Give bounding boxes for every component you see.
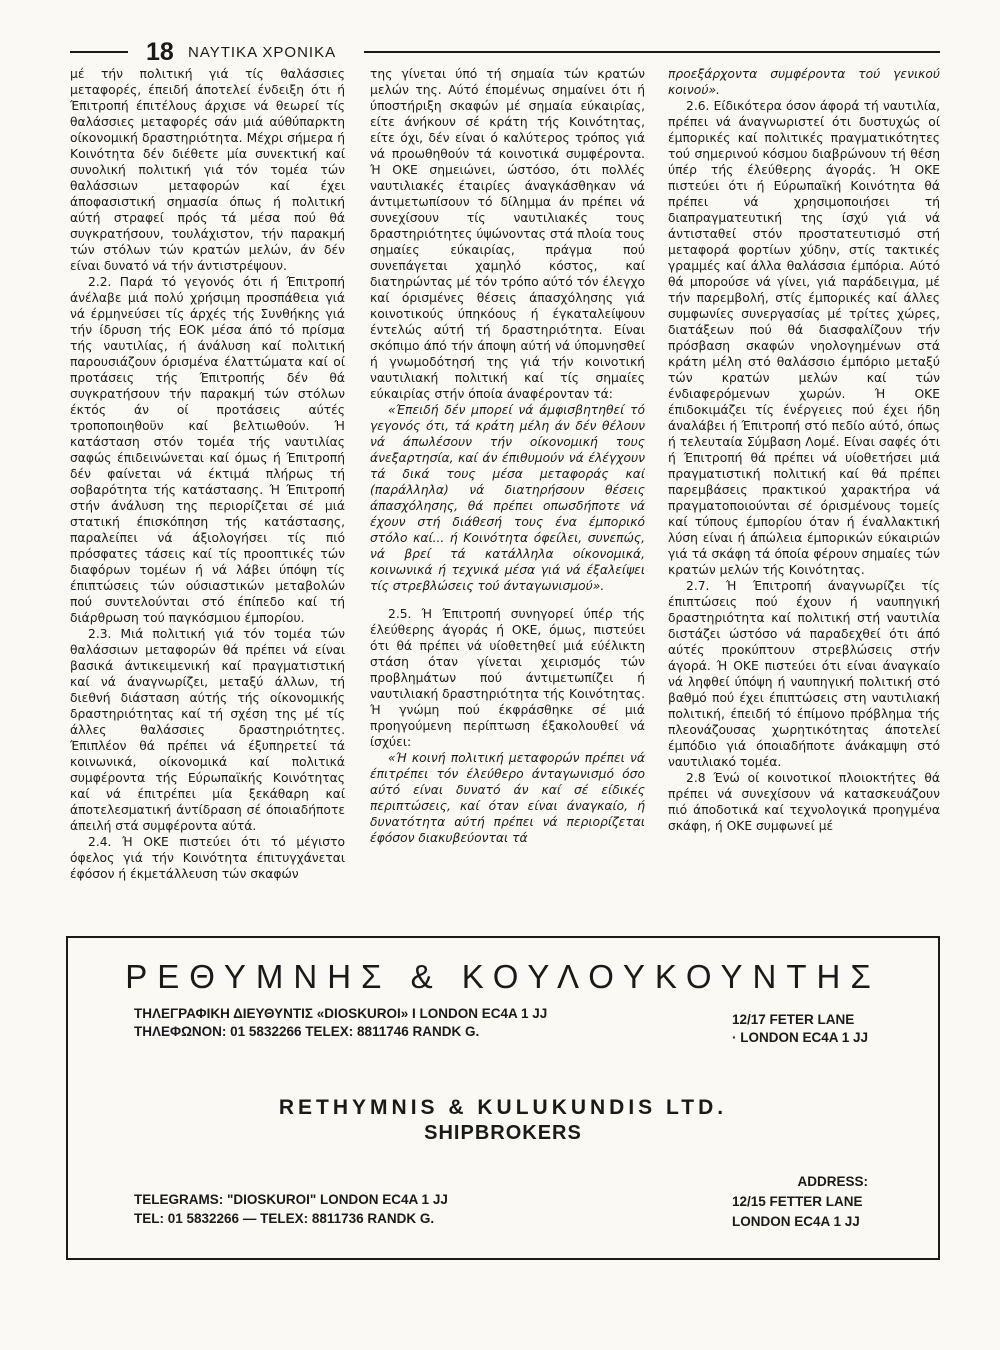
header-rule-left (70, 51, 128, 53)
header-rule-right (364, 51, 940, 53)
paragraph: 2.4. Ή ΟΚΕ πιστεύει ότι τό μέγιστο όφελος γιά τήν Κοινότητα έπιτυγχάνεται έφόσον ή έκμετάλλευση τών σκαφών (70, 835, 345, 881)
page-header (70, 38, 940, 68)
ad-greek-title: ΡΕΘΥΜΝΗΣ & ΚΟΥΛΟΥΚΟΥΝΤΗΣ (125, 958, 881, 995)
paragraph: προεξάρχοντα συμφέροντα τού γενικού κοινού». (668, 67, 940, 97)
ad-telegrams: TELEGRAMS: "DIOSKUROI" LONDON EC4A 1 JJ (134, 1192, 448, 1207)
publication-name: ΝΑΥΤΙΚΑ ΧΡΟΝΙΚΑ (188, 44, 337, 61)
ad-greek-phone: ΤΗΛΕΦΩΝΟΝ: 01 5832266 TELEX: 8811746 RANDK G. (134, 1024, 480, 1039)
paragraph: 2.6. Είδικότερα όσον άφορά τή ναυτιλία, πρέπει νά άναγνωριστεί ότι δυστυχώς οί έμπορικές καί πολιτικές πραγματικότητες τού σημερινού κόσμου διαβρώνουν τή θέση ύπέρ τής έλεύθερης άγοράς. Ή ΟΚΕ πιστεύει ότι ή Εύρωπαϊκή Κοινότητα θά πρέπει νά χρησιμοποιήσει τή διαπραγματευτική της ίσχύ γιά νά άντισταθεί στόν προστατευτισμό στή μεταφορά φορτίων χύδην, στίς τακτικές γραμμές καί άλλα θαλάσσια έμπόρια. Αύτό θά μπορούσε νά γίνει, γιά παράδειγμα, μέ τήν παρεμβολή, στίς έμπορικές καί άλλες συμφωνίες συνεργασίας μέ τρίτες χώρες, διατάξεων πού θά διασφαλίζουν τήν πρόσβαση σκαφών νηολογημένων στά κράτη μέλη στό θαλάσσιο έμπόριο μεταξύ τών κρατών μελών καί τών ένδιαφερόμενων χωρών. Ή ΟΚΕ έπιδοκιμάζει τίς ένέργειες πού έχει ήδη άναλάβει ή Έπιτροπή στό πεδίο αύτό, όπως ή τελευταία Σύμβαση Λομέ. Είναι σαφές ότι ή Έπιτροπή θά πρέπει νά υίοθετήσει μιά πραγματιστική πολιτική καί θά πρέπει παρεμβάσεις πρακτικού χαρακτήρα νά πραγματοποιούνται σέ όρισμένους τομείς καί τύπους έμπορίου όταν ή έναλλακτική λύση είναι ή άπώλεια έμπορικών εύκαιριών γιά τά σκάφη τά όποία φέρουν σημαίες τών κρατών μελών τής Κοινότητας. (668, 99, 940, 577)
ad-greek-address-line1: 12/17 FETER LANE (732, 1012, 855, 1027)
paragraph: «Ή κοινή πολιτική μεταφορών πρέπει νά έπιτρέπει τόν έλεύθερο άνταγωνισμό όσο αύτό είναι δυνατό άν καί σέ είδικές περιπτώσεις, καί όταν είναι άναγκαίο, ή δυνατότητα αύτή πρέπει νά περιορίζεται έφόσον διακυβεύονται τά (370, 751, 645, 845)
paragraph: 2.7. Ή Έπιτροπή άναγνωρίζει τίς έπιπτώσεις πού έχουν ή ναυπηγική δραστηριότητα καί πολιτική στή ναυτιλία διστάζει ώστόσο νά παραδεχθεί ότι άπό αύτές προκύπτουν στρεβλώσεις στήν άγορά. Ή ΟΚΕ πιστεύει ότι είναι άναγκαίο νά ληφθεί ύπόψη ή ναυπηγική πολιτική στό βαθμό πού έχει έπιπτώσεις στη ναυτιλιακή πολιτική, έπειδή τό έπίμονο πρόβλημα τής πλεονάζουσας χωρητικότητας άποτελεί έμπόδιο γιά όποιαδήποτε άνάκαμψη στό ναυτιλιακό τομέα. (668, 579, 940, 769)
text-column-3 (668, 66, 940, 934)
text-column-2 (370, 66, 645, 934)
ad-address-line2: LONDON EC4A 1 JJ (732, 1214, 860, 1229)
ad-address-line1: 12/15 FETTER LANE (732, 1194, 863, 1209)
paragraph: 2.5. Ή Έπιτροπή συνηγορεί ύπέρ τής έλεύθερης άγοράς ή ΟΚΕ, όμως, πιστεύει ότι θά πρέπει νά υίοθετηθεί μιά εύέλικτη στάση όταν γίνεται χειρισμός τών προβλημάτων πού άντιμετωπίζει ή ναυτιλιακή δραστηριότητα τής Κοινότητας. Ή γνώμη πού έκφράσθηκε σέ μιά προηγούμενη περίπτωση έξακολουθεί νά ίσχύει: (370, 607, 645, 749)
paragraph: 2.2. Παρά τό γεγονός ότι ή Έπιτροπή άνέλαβε μιά πολύ χρήσιμη προσπάθεια γιά νά έρμηνεύσει τίς άρχές τής Συνθήκης γιά τήν ίδρυση τής ΕΟΚ μέσα άπό τό πρίσμα τής ναυτιλίας, ή άνάλυση καί πολιτική παρουσιάζουν όρισμένα έλαττώματα καί οί προτάσεις τής Έπιτροπής δέν θά συγκρατήσουν τήν παρακμή τών στόλων έκτός άν οί προτάσεις αύτές τροποποιηθοϋν καί βελτιωθούν. Ή κατάσταση στόν τομέα τής ναυτιλίας σαφώς έπιδεινώνεται καί όμως ή Έπιτροπή δέν φαίνεται νά έκτιμά πλήρως τή σοβαρότητα τής κατάστασης. Ή Έπιτροπή στήν άνάλυση της περιορίζεται σέ μιά στατική έπισκόπηση τής κατάστασης, παραλείπει νά άξιολογήσει τίς πιό πρόσφατες τάσεις καί τίς προοπτικές τών διαφόρων τομέων ή νά λάβει ύπόψη τίς έπιπτώσεις τών ούσιαστικών μεταβολών πού συντελούνται στό έπίπεδο καί τή διάρθρωση τού παγκόσμιου έμπορίου. (70, 275, 345, 625)
paragraph: 2.3. Μιά πολιτική γιά τόν τομέα τών θαλάσσιων μεταφορών θά πρέπει νά είναι βασικά άντικειμενική καί πραγματιστική καί νά άναγνωρίζει, μεταξύ άλλων, τή διεθνή διάσταση αύτής τής οίκονομικής δραστηριότητας καί τή σχέση της μέ τίς άλλες θαλάσσιες δραστηριότητες. Έπιπλέον θά πρέπει νά έξυπηρετεί τά κοινωνικά, οίκονομικά καί πολιτικά συμφέροντα τής Εύρωπαϊκής Κοινότητας καί νά έπιτρέπει μία ξεκάθαρη καί άποτελεσματική άντίδραση σέ όποιαδήποτε άπειλή στά συμφέροντα αύτά. (70, 627, 345, 833)
paragraph: της γίνεται ύπό τή σημαία τών κρατών μελών της. Αύτό έπομένως σημαίνει ότι ή ύποστήριξη σκαφών μέ σημαία εύκαιρίας, είτε άνήκουν σέ κράτη τής Κοινότητας, είτε όχι, δέν είναι ό καλύτερος τρόπος γιά νά προωθηθούν τά κοινοτικά συμφέροντα. Ή ΟΚΕ σημειώνει, ώστόσο, ότι πολλές ναυτιλιακές έταιρίες άναγκάσθηκαν νά άντιμετωπίσουν τό δίλημμα άν πρέπει νά συνεχίσουν τίς ναυτιλιακές τους δραστηριότητες ύψώνοντας στά πλοία τους σημαίες εύκαιρίας, πράγμα πού συνεπάγεται χαμηλό κόστος, καί διατηρώντας μέ τόν τρόπο αύτό τόν έλεγχο καί όρισμένες θέσεις άπασχόλησης γιά κοινοτικούς ύπηκόους ή έγκαταλείψουν έντελώς αύτή τή δραστηριότητα. Είναι σκόπιμο άπό τήν άποψη αύτή νά ύπομνησθεί ή γνωμοδότησή της γιά τήν κοινοτική ναυτιλιακή πολιτική καί τίς σημαίες εύκαιρίας στήν όποία άναφέρονταν τά: (370, 67, 645, 401)
advertisement-box (66, 936, 940, 1260)
ad-greek-address-line2: · LONDON EC4A 1 JJ (732, 1030, 869, 1045)
ad-address-label: ADDRESS: (797, 1174, 868, 1189)
text-column-1 (70, 66, 345, 934)
paragraph: 2.8 Ένώ οί κοινοτικοί πλοιοκτήτες θά πρέπει νά συνεχίσουν νά κατασκευάζουν πιό άποδοτικά καί τεχνολογικά προηγμένα σκάφη, ή ΟΚΕ συμφωνεί μέ (668, 771, 940, 833)
paragraph: «Έπειδή δέν μπορεί νά άμφισβητηθεί τό γεγονός ότι, τά κράτη μέλη άν δέν θέλουν νά άπωλέσουν τήν οίκονομική τους άνεξαρτησία, καί άν έπιθυμούν νά έλέγχουν τά δικά τους μέσα μεταφοράς καί (παράλληλα) νά διατηρήσουν θέσεις άπασχόλησης, θά πρέπει οπωσδήποτε νά έχουν στή διάθεσή τους ένα έμπορικό στόλο καί... ή Κοινότητα όφείλει, συνεπώς, νά βρεί τά κατάλληλα οίκονομικά, κοινωνικά ή τεχνικά μέσα γιά νά έξαλείψει τίς στρεβλώσεις τού άνταγωνισμού». (370, 403, 645, 593)
page-number: 18 (146, 38, 174, 66)
ad-english-title: RETHYMNIS & KULUKUNDIS LTD. (278, 1096, 728, 1119)
ad-greek-telegraph: ΤΗΛΕΓΡΑΦΙΚΗ ΔΙΕΥΘΥΝΤΙΣ «DIOSKUROI» I LONDON EC4A 1 JJ (134, 1006, 548, 1021)
ad-english-subtitle: SHIPBROKERS (424, 1122, 582, 1144)
ad-tel-telex: TEL: 01 5832266 — TELEX: 8811736 RANDK G. (134, 1211, 435, 1226)
paragraph: μέ τήν πολιτική γιά τίς θαλάσσιες μεταφορές, έπειδή άποτελεί ένδειξη ότι ή Έπιτροπή έπιτέλους άρχισε νά θεωρεί τίς θαλάσσιες μεταφορές σάν μιά αύθύπαρκτη οίκονομική δραστηριότητα. Μέχρι σήμερα ή Κοινότητα δέν διέθετε μία συνεκτική καί συνολική πολιτική γιά τόν τομέα τών θαλάσσιων μεταφορών καί έχει άποφασιστική σημασία όπως ή πολιτική αύτή στραφεί πρός τά μέσα πού θά συγκρατήσουν, τουλάχιστον, τήν παρακμή τών στόλων τών κρατών μελών, άν δέν είναι δυνατό νά τήν άντιστρέψουν. (70, 67, 345, 273)
